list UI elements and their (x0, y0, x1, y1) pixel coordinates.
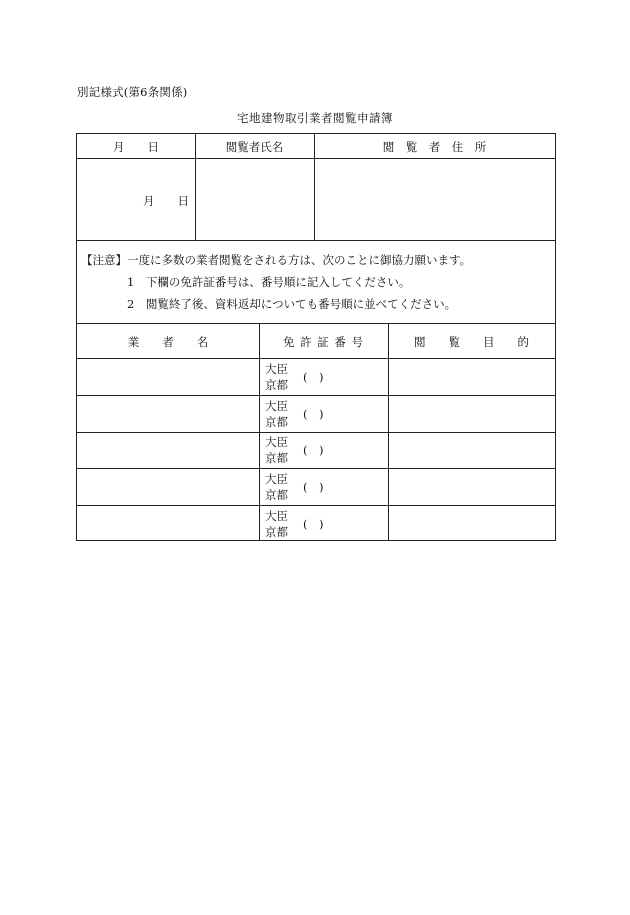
viewer-address-field[interactable] (315, 159, 554, 239)
form-frame (76, 133, 556, 541)
business-name-field[interactable] (78, 433, 258, 467)
notes-intro: 一度に多数の業者閲覧をされる方は、次のことに御協力願います。 (127, 253, 472, 267)
license-number-paren[interactable]: ( ) (303, 480, 324, 494)
viewing-purpose-field[interactable] (389, 396, 554, 431)
top-table-bottom (77, 240, 555, 241)
note-item-text: 閲覧終了後、資料返却についても番号順に並べてください。 (145, 297, 457, 311)
viewing-purpose-field[interactable] (389, 469, 554, 504)
viewing-purpose-field[interactable] (389, 433, 554, 467)
note-item-1 (127, 274, 410, 290)
header-business-name: 業 者 名 (127, 335, 209, 349)
business-name-field[interactable] (78, 359, 258, 394)
license-number-paren[interactable]: ( ) (303, 517, 324, 531)
date-field[interactable]: 月 日 (143, 194, 189, 208)
document-title: 宅地建物取引業者閲覧申請簿 (237, 111, 393, 125)
header-viewer-address: 閲 覧 者 住 所 (382, 140, 487, 154)
license-kyoto: 京都 (265, 488, 288, 502)
license-number-paren[interactable]: ( ) (303, 370, 324, 384)
note-item-number: 2 (127, 297, 135, 311)
license-minister: 大臣 (265, 509, 288, 523)
note-item-number: 1 (127, 275, 135, 289)
note-item-text: 下欄の免許証番号は、番号順に記入してください。 (145, 275, 411, 289)
header-viewing-purpose: 閲 覧 目 的 (414, 335, 529, 349)
bottom-table-top (77, 323, 555, 324)
header-viewer-name: 閲覧者氏名 (225, 140, 284, 154)
bottom-col-divider-1 (259, 323, 260, 540)
license-kyoto: 京都 (265, 451, 288, 465)
notes-heading: 【注意】 (81, 253, 127, 267)
viewing-purpose-field[interactable] (389, 506, 554, 539)
business-name-field[interactable] (78, 506, 258, 539)
license-minister: 大臣 (265, 472, 288, 486)
license-kyoto: 京都 (265, 415, 288, 429)
notes-heading-line (81, 252, 471, 268)
license-number-paren[interactable]: ( ) (303, 407, 324, 421)
license-kyoto: 京都 (265, 378, 288, 392)
header-date: 月 日 (113, 140, 159, 154)
viewer-name-field[interactable] (196, 159, 313, 239)
license-minister: 大臣 (265, 362, 288, 376)
license-minister: 大臣 (265, 435, 288, 449)
form-caption: 別記様式(第6条関係) (77, 85, 188, 99)
header-license-number: 免 許 証 番 号 (282, 335, 365, 349)
license-kyoto: 京都 (265, 525, 288, 539)
note-item-2 (127, 296, 456, 312)
license-minister: 大臣 (265, 399, 288, 413)
license-number-paren[interactable]: ( ) (303, 443, 324, 457)
business-name-field[interactable] (78, 469, 258, 504)
business-name-field[interactable] (78, 396, 258, 431)
viewing-purpose-field[interactable] (389, 359, 554, 394)
